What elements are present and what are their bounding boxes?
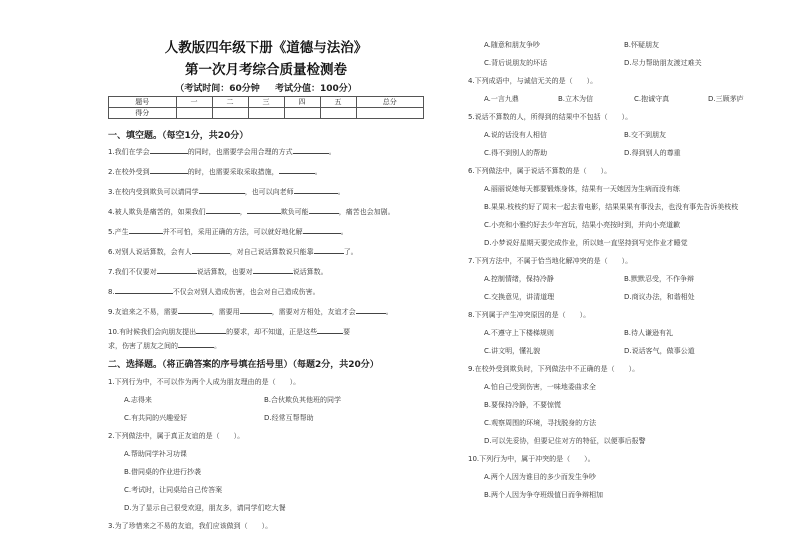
- fill-question-9: 9.友谊来之不易，需要 ，需要用 ，需要对方相处，友谊才会 。: [108, 308, 393, 316]
- answer-blank[interactable]: [240, 306, 272, 314]
- choice-option[interactable]: B.交不到朋友: [624, 131, 667, 139]
- score-input-cell[interactable]: [284, 108, 320, 119]
- section1-title: 一、填空题。（每空1分，共20分）: [108, 131, 249, 141]
- fill-question-4: 4.被人欺负是痛苦的，如果我们 ， 欺负可能 ，痛苦也会加剧。: [108, 208, 395, 216]
- choice-option[interactable]: C.交换意见，讲清道理: [484, 293, 555, 301]
- answer-blank[interactable]: [317, 326, 343, 334]
- score-cell: 五: [320, 97, 356, 108]
- fill-question-5: 5.产生 并不可怕，采用正确的方法，可以就好地化解 。: [108, 228, 348, 236]
- score-table-score-row: [109, 108, 424, 119]
- fill-question-2: 2.在校外受到 的时，也需要采取采取措施， 。: [108, 168, 322, 176]
- choice-option[interactable]: C.背后说朋友的坏话: [484, 59, 548, 67]
- exam-subtitle: 第一次月考综合质量检测卷: [185, 62, 347, 78]
- choice-question-7: 7.下列方法中，不属于恰当地化解冲突的是（ ）。: [468, 257, 633, 265]
- answer-blank[interactable]: [314, 246, 344, 254]
- score-cell: 四: [284, 97, 320, 108]
- choice-option[interactable]: A.两个人因为谁目的多少而发生争吵: [484, 473, 596, 481]
- exam-meta: [108, 81, 424, 94]
- exam-time: （考试时间：60分钟: [175, 84, 260, 94]
- choice-option[interactable]: A.志得来: [124, 396, 152, 404]
- answer-blank[interactable]: [192, 246, 230, 254]
- choice-option[interactable]: D.得到别人的尊重: [624, 149, 681, 157]
- choice-option[interactable]: C.得不到别人的帮助: [484, 149, 548, 157]
- choice-question-5: 5.说话不算数的人，所得到的结果中不包括（ ）。: [468, 113, 633, 121]
- answer-blank[interactable]: [279, 166, 315, 174]
- choice-option[interactable]: A.帮助同学补习功课: [124, 450, 187, 458]
- answer-blank[interactable]: [150, 166, 188, 174]
- score-cell: 总分: [356, 97, 424, 108]
- section2-title: 二、选择题。（将正确答案的序号填在括号里）（每题2分，共20分）: [108, 360, 379, 370]
- choice-option[interactable]: B.立木为信: [558, 95, 594, 103]
- answer-blank[interactable]: [178, 340, 214, 348]
- choice-option[interactable]: A.怕自己受到伤害，一味地委曲求全: [484, 383, 596, 391]
- answer-blank[interactable]: [253, 266, 293, 274]
- score-input-cell[interactable]: [356, 108, 424, 119]
- score-input-cell[interactable]: [248, 108, 284, 119]
- fill-question-7: 7.我们不仅要对 说话算数，也要对 说话算数。: [108, 268, 328, 276]
- choice-option[interactable]: C.抱诚守真: [634, 95, 670, 103]
- fill-question-8: 8. 不仅会对别人造成伤害，也会对自己造成伤害。: [108, 288, 320, 296]
- score-table-header-row: [109, 97, 424, 108]
- choice-question-10: 10.下列行为中，属于冲突的是（ ）。: [468, 455, 595, 463]
- score-cell: 一: [176, 97, 212, 108]
- choice-option[interactable]: A.丽丽说她每天都要锻炼身体，结果有一天她因为生病而没有练: [484, 185, 680, 193]
- answer-blank[interactable]: [356, 306, 386, 314]
- choice-question-6: 6.下列做法中，属于说话不算数的是（ ）。: [468, 167, 612, 175]
- score-table: [108, 96, 424, 119]
- choice-option[interactable]: C.讲文明，懂礼貌: [484, 347, 541, 355]
- choice-option[interactable]: C.小亮和小雅约好去少年宫玩，结果小亮按时到，并向小亮道歉: [484, 221, 681, 229]
- choice-option[interactable]: C.观察周围的环境，寻找脱身的方法: [484, 419, 597, 427]
- choice-option[interactable]: A.随意和朋友争吵: [484, 41, 540, 49]
- choice-option[interactable]: B.合伙欺负其他班的同学: [264, 396, 342, 404]
- score-cell: 三: [248, 97, 284, 108]
- choice-option[interactable]: B.要保持冷静，不要惊慌: [484, 401, 562, 409]
- choice-option[interactable]: D.可以先妥协，但要记住对方的特征，以便事后报警: [484, 437, 646, 445]
- answer-blank[interactable]: [178, 306, 212, 314]
- choice-question-4: 4.下列成语中，与诚信无关的是（ ）。: [468, 77, 598, 85]
- fill-question-10-cont: 求，伤害了朋友之间的 。: [108, 342, 221, 350]
- choice-option[interactable]: D.尽力帮助朋友渡过难关: [624, 59, 702, 67]
- choice-option[interactable]: D.经常互帮帮助: [264, 414, 314, 422]
- choice-option[interactable]: D.为了显示自己很受欢迎，朋友多，请同学们吃大餐: [124, 504, 286, 512]
- answer-blank[interactable]: [247, 206, 281, 214]
- choice-option[interactable]: D.小梦说好星期天要完成作业，所以她一直坚持到写完作业才睡觉: [484, 239, 688, 247]
- choice-option[interactable]: C.有共同的兴趣爱好: [124, 414, 188, 422]
- choice-question-3: 3.为了珍惜来之不易的友谊，我们应该做到（ ）。: [108, 522, 273, 530]
- score-input-cell[interactable]: [176, 108, 212, 119]
- answer-blank[interactable]: [150, 146, 188, 154]
- score-cell: 二: [212, 97, 248, 108]
- choice-option[interactable]: D.三顾茅庐: [708, 95, 744, 103]
- choice-option[interactable]: D.商议办法，和谐相处: [624, 293, 695, 301]
- answer-blank[interactable]: [293, 146, 329, 154]
- score-cell: 得分: [109, 108, 177, 119]
- fill-question-3: 3.在校内受到欺负可以请同学 ，也可以向老师 。: [108, 188, 345, 196]
- choice-question-2: 2.下列做法中，属于真正友谊的是（ ）。: [108, 432, 245, 440]
- answer-blank[interactable]: [303, 226, 341, 234]
- answer-blank[interactable]: [206, 206, 240, 214]
- choice-option[interactable]: A.一言九鼎: [484, 95, 519, 103]
- choice-option[interactable]: A.控制情绪，保持冷静: [484, 275, 554, 283]
- answer-blank[interactable]: [129, 226, 163, 234]
- choice-option[interactable]: B.借同桌的作业进行抄袭: [124, 468, 202, 476]
- choice-option[interactable]: B.果果.枝枝约好了周末一起去看电影，结果果果有事没去，也没有事先告诉美枝枝: [484, 203, 739, 211]
- fill-question-6: 6.对别人说话算数，会有人 ，对自己说话算数说只能靠 了。: [108, 248, 358, 256]
- score-cell: 题号: [109, 97, 177, 108]
- exam-score: 考试分值：100分）: [274, 84, 357, 94]
- score-input-cell[interactable]: [320, 108, 356, 119]
- exam-title: 人教版四年级下册《道德与法治》: [164, 40, 368, 56]
- choice-option[interactable]: D.说话客气，做事公道: [624, 347, 695, 355]
- answer-blank[interactable]: [115, 286, 173, 294]
- answer-blank[interactable]: [157, 266, 197, 274]
- choice-option[interactable]: B.怀疑朋友: [624, 41, 660, 49]
- choice-question-1: 1.下列行为中，不可以作为两个人成为朋友理由的是（ ）。: [108, 378, 301, 386]
- choice-option[interactable]: B.待人谦逊有礼: [624, 329, 674, 337]
- fill-question-1: 1.我们在学会 的同时，也需要学会用合理的方式 。: [108, 148, 336, 156]
- answer-blank[interactable]: [294, 186, 338, 194]
- fill-question-10: 10.有时候我们会向朋友提出 的要求，却不知道，正是这些 要: [108, 328, 351, 336]
- choice-option[interactable]: B.默默忍受，不作争辩: [624, 275, 695, 283]
- choice-question-9: 9.在校外受到欺负时，下列做法中不正确的是（ ）。: [468, 365, 640, 373]
- score-input-cell[interactable]: [212, 108, 248, 119]
- answer-blank[interactable]: [309, 206, 339, 214]
- choice-option[interactable]: B.两个人因为争夺班级值日而争辩相加: [484, 491, 604, 499]
- choice-question-8: 8.下列属于产生冲突原因的是（ ）。: [468, 311, 591, 319]
- answer-blank[interactable]: [199, 186, 245, 194]
- answer-blank[interactable]: [196, 326, 226, 334]
- choice-option[interactable]: C.考试时，让同桌给自己传答案: [124, 486, 223, 494]
- choice-option[interactable]: A.不遵守上下楼梯规则: [484, 329, 554, 337]
- choice-option[interactable]: A.说的话没有人相信: [484, 131, 547, 139]
